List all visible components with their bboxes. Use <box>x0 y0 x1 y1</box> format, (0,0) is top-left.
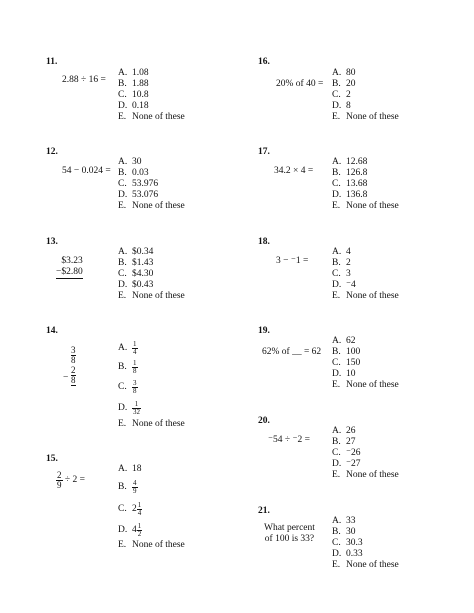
option-b[interactable]: B. $\frac{1}{8}$ <box>118 359 137 375</box>
option-e[interactable]: E. None of these <box>332 380 399 390</box>
option-d[interactable]: D. 53.076 <box>118 190 159 200</box>
option-c[interactable]: C. 53.976 <box>118 179 159 189</box>
question-number: 16. <box>258 57 270 67</box>
question-number: 20. <box>258 416 270 426</box>
option-e[interactable]: E. None of these <box>332 560 399 570</box>
option-b[interactable]: B. $1.43 <box>118 258 154 268</box>
option-b[interactable]: B. 100 <box>332 347 361 357</box>
fraction: $\frac{2}{9}$ <box>57 470 62 490</box>
option-a[interactable]: A. 62 <box>332 336 356 346</box>
option-e[interactable]: E. None of these <box>118 112 185 122</box>
fraction: $\frac{1}{8}$ <box>133 359 137 375</box>
question-expression: ⁻54 ÷ ⁻2 = <box>268 435 310 445</box>
question-expression: 2.88 ÷ 16 = <box>62 75 106 85</box>
option-a[interactable]: A. 1.08 <box>118 68 149 78</box>
option-e[interactable]: E. None of these <box>118 540 185 550</box>
option-d[interactable]: D. $\frac{1}{32}$ <box>118 400 140 416</box>
option-d[interactable]: D. ⁻27 <box>332 459 361 469</box>
option-b[interactable]: B. 126.8 <box>332 168 368 178</box>
option-c[interactable]: C. 10.8 <box>118 90 149 100</box>
option-d[interactable]: D. $0.43 <box>118 280 154 290</box>
option-c[interactable]: C. 30.3 <box>332 538 363 548</box>
option-b[interactable]: B. 1.88 <box>118 79 149 89</box>
option-a[interactable]: A. $0.34 <box>118 247 154 257</box>
option-d[interactable]: D. 0.33 <box>332 549 363 559</box>
question-expression: 54 − 0.024 = <box>62 166 111 176</box>
option-c[interactable]: C. 3 <box>332 269 351 279</box>
option-c[interactable]: C. $\frac{3}{8}$ <box>118 379 137 395</box>
option-d[interactable]: D. 10 <box>332 369 356 379</box>
option-e[interactable]: E. None of these <box>118 201 185 211</box>
fraction: $\frac{1}{4}$ <box>133 340 137 356</box>
option-a[interactable]: A. $\frac{1}{4}$ <box>118 340 137 356</box>
question-expression: 34.2 × 4 = <box>274 166 314 176</box>
option-c[interactable]: C. 2 <box>332 90 351 100</box>
vertical-subtraction <box>56 256 83 279</box>
mixed-number: 4 $\frac{1}{2}$ <box>132 522 142 538</box>
fraction: $\frac{1}{32}$ <box>133 400 140 416</box>
option-b[interactable]: B. 20 <box>332 79 356 89</box>
minuend: $3.23 <box>61 256 83 266</box>
option-a[interactable]: A. 33 <box>332 516 356 526</box>
question-number: 14. <box>46 326 58 336</box>
option-b[interactable]: B. $\frac{4}{9}$ <box>118 479 137 495</box>
option-c[interactable]: C. 150 <box>332 358 361 368</box>
option-b[interactable]: B. 2 <box>332 258 351 268</box>
option-d[interactable]: D. 0.18 <box>118 101 149 111</box>
question-expression: 3 − ⁻1 = <box>276 256 309 266</box>
option-a[interactable]: A. 4 <box>332 247 351 257</box>
option-e[interactable]: E. None of these <box>332 112 399 122</box>
mixed-number: 2 $\frac{1}{4}$ <box>132 501 142 517</box>
option-d[interactable]: D. 8 <box>332 101 351 111</box>
option-a[interactable]: A. 30 <box>118 157 142 167</box>
option-a[interactable]: A. 80 <box>332 68 356 78</box>
fraction-three-eighths: 3 8 <box>71 345 76 365</box>
question-expression: 62% of __ = 62 <box>262 347 322 357</box>
option-e[interactable]: E. None of these <box>332 291 399 301</box>
option-b[interactable]: B. 0.03 <box>118 168 149 178</box>
question-number: 15. <box>46 454 58 464</box>
question-number: 19. <box>258 326 270 336</box>
option-e[interactable]: E. None of these <box>118 419 185 429</box>
option-e[interactable]: E. None of these <box>332 470 399 480</box>
question-number: 13. <box>46 237 58 247</box>
question-expression: 20% of 40 = <box>276 79 324 89</box>
option-d[interactable]: D. 4 $\frac{1}{2}$ <box>118 522 142 538</box>
option-a[interactable]: A. 12.68 <box>332 157 368 167</box>
option-d[interactable]: D. ⁻4 <box>332 280 356 290</box>
option-c[interactable]: C. ⁻26 <box>332 448 361 458</box>
question-expression: What percent of 100 is 33? <box>264 523 315 544</box>
question-number: 17. <box>258 147 270 157</box>
question-number: 18. <box>258 237 270 247</box>
option-a[interactable]: A. 18 <box>118 464 142 474</box>
subtrahend: −$2.80 <box>56 267 83 277</box>
minus-sign: − <box>63 373 69 383</box>
question-number: 21. <box>258 506 270 516</box>
option-c[interactable]: C. 2 $\frac{1}{4}$ <box>118 501 142 517</box>
question-number: 11. <box>46 57 58 67</box>
question-number: 12. <box>46 147 58 157</box>
option-c[interactable]: C. $4.30 <box>118 269 154 279</box>
option-a[interactable]: A. 26 <box>332 426 356 436</box>
fraction: $\frac{3}{8}$ <box>133 379 137 395</box>
option-b[interactable]: B. 27 <box>332 437 356 447</box>
option-c[interactable]: C. 13.68 <box>332 179 368 189</box>
option-e[interactable]: E. None of these <box>118 291 185 301</box>
option-b[interactable]: B. 30 <box>332 527 356 537</box>
option-e[interactable]: E. None of these <box>332 201 399 211</box>
option-d[interactable]: D. 136.8 <box>332 190 368 200</box>
fraction-two-eighths: 2 8 <box>71 365 76 385</box>
question-expression: $\frac{2}{9}$ ÷ 2 = <box>57 470 85 490</box>
fraction: $\frac{4}{9}$ <box>133 479 137 495</box>
